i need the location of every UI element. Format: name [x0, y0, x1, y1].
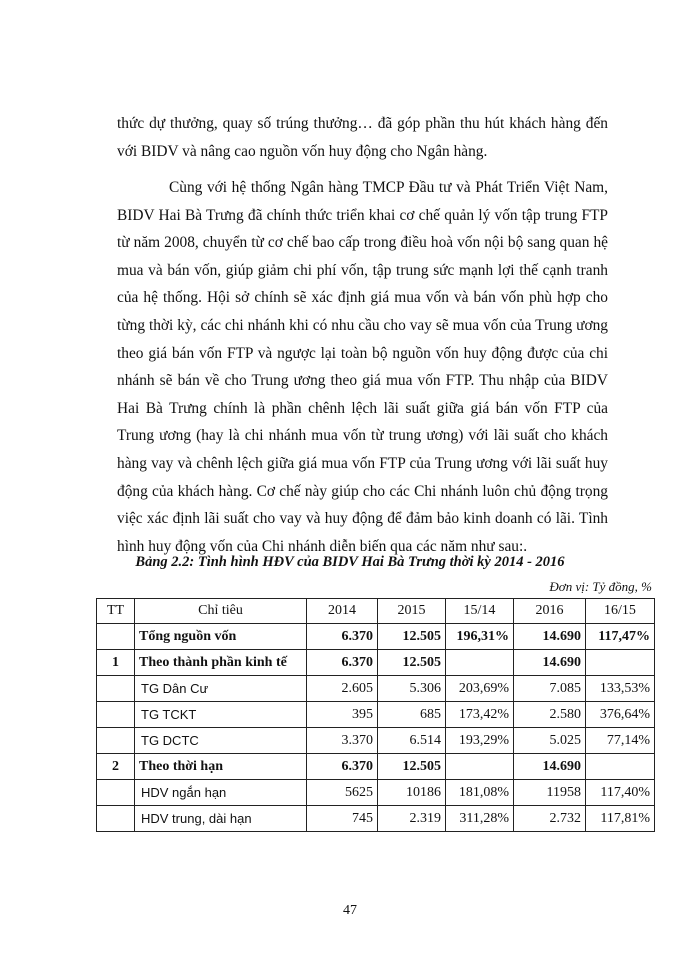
table-row — [97, 806, 655, 832]
header-2015: 2015 — [378, 599, 446, 624]
paragraph-intro: thức dự thưởng, quay số trúng thưởng… đã góp phần thu hút khách hàng đến với BIDV và nâng cao nguồn vốn huy động cho Ngân hàng. — [117, 115, 608, 160]
row-tt — [97, 806, 135, 832]
table-row — [97, 728, 655, 754]
row-label: HDV trung, dài hạn — [135, 806, 307, 832]
header-2014: 2014 — [307, 599, 378, 624]
cell-2014: 2.605 — [307, 676, 378, 702]
cell-2016: 7.085 — [514, 676, 586, 702]
cell-2016: 11958 — [514, 780, 586, 806]
cell-15-14: 203,69% — [446, 676, 514, 702]
cell-2015: 10186 — [378, 780, 446, 806]
header-tt: TT — [97, 599, 135, 624]
table-row — [97, 676, 655, 702]
cell-2014: 5625 — [307, 780, 378, 806]
row-tt: 1 — [97, 650, 135, 676]
cell-2014: 745 — [307, 806, 378, 832]
cell-2016: 14.690 — [514, 624, 586, 650]
page-number: 47 — [343, 903, 357, 918]
row-label: Tổng nguồn vốn — [135, 624, 307, 650]
cell-2014: 3.370 — [307, 728, 378, 754]
table-unit: Đơn vị: Tỷ đồng, % — [549, 579, 652, 594]
cell-15-14: 196,31% — [446, 624, 514, 650]
cell-15-14: 193,29% — [446, 728, 514, 754]
table-row — [97, 780, 655, 806]
row-tt — [97, 780, 135, 806]
header-16-15: 16/15 — [586, 599, 655, 624]
cell-16-15 — [586, 650, 655, 676]
table-row — [97, 650, 655, 676]
deposit-table — [96, 598, 655, 832]
row-label: Theo thời hạn — [135, 754, 307, 780]
cell-2015: 12.505 — [378, 650, 446, 676]
table-caption: Bảng 2.2: Tình hình HĐV của BIDV Hai Bà Trưng thời kỳ 2014 - 2016 — [135, 554, 565, 570]
cell-2014: 6.370 — [307, 624, 378, 650]
cell-2016: 2.580 — [514, 702, 586, 728]
header-2016: 2016 — [514, 599, 586, 624]
table-row — [97, 702, 655, 728]
cell-2014: 6.370 — [307, 754, 378, 780]
cell-2016: 5.025 — [514, 728, 586, 754]
cell-2014: 6.370 — [307, 650, 378, 676]
cell-15-14 — [446, 650, 514, 676]
row-label: TG Dân Cư — [135, 676, 307, 702]
cell-2015: 2.319 — [378, 806, 446, 832]
row-tt — [97, 624, 135, 650]
cell-2016: 14.690 — [514, 754, 586, 780]
row-label: TG DCTC — [135, 728, 307, 754]
cell-2014: 395 — [307, 702, 378, 728]
row-tt — [97, 676, 135, 702]
cell-16-15: 77,14% — [586, 728, 655, 754]
cell-16-15: 117,47% — [586, 624, 655, 650]
row-label: Theo thành phần kinh tế — [135, 650, 307, 676]
cell-2016: 2.732 — [514, 806, 586, 832]
header-indicator: Chỉ tiêu — [135, 599, 307, 624]
row-label: TG TCKT — [135, 702, 307, 728]
cell-2015: 12.505 — [378, 624, 446, 650]
cell-16-15 — [586, 754, 655, 780]
cell-15-14: 311,28% — [446, 806, 514, 832]
header-15-14: 15/14 — [446, 599, 514, 624]
table-row — [97, 624, 655, 650]
cell-16-15: 117,40% — [586, 780, 655, 806]
cell-16-15: 117,81% — [586, 806, 655, 832]
cell-15-14: 181,08% — [446, 780, 514, 806]
cell-2016: 14.690 — [514, 650, 586, 676]
row-tt — [97, 728, 135, 754]
table-row — [97, 754, 655, 780]
row-label: HDV ngắn hạn — [135, 780, 307, 806]
cell-2015: 12.505 — [378, 754, 446, 780]
cell-15-14: 173,42% — [446, 702, 514, 728]
cell-16-15: 376,64% — [586, 702, 655, 728]
table-header-row — [97, 599, 655, 624]
cell-16-15: 133,53% — [586, 676, 655, 702]
paragraph-ftp-mechanism: Cùng với hệ thống Ngân hàng TMCP Đầu tư và Phát Triển Việt Nam, BIDV Hai Bà Trưng đã chính thức triển khai cơ chế quản lý vốn tập trung FTP từ năm 2008, chuyển từ cơ chế bao cấp trong điều hoà vốn nội bộ sang quan hệ mua và bán vốn, giúp giảm chi phí vốn, tập trung sức mạnh lợi thế cạnh tranh của hệ thống. Hội sở chính sẽ xác định giá mua vốn và bán vốn phù hợp cho từng thời kỳ, các chi nhánh khi có nhu cầu cho vay sẽ mua vốn của Trung ương theo giá bán vốn FTP và ngược lại toàn bộ nguồn vốn huy động được của chi nhánh sẽ bán về cho Trung ương theo giá mua vốn FTP. Thu nhập của BIDV Hai Bà Trưng chính là phần chênh lệch lãi suất giữa giá bán vốn FTP của Trung ương (hay là chi nhánh mua vốn từ trung ương) với lãi suất cho khách hàng vay và chênh lệch giữa giá mua vốn FTP của Trung ương với lãi suất huy động của khách hàng. Cơ chế này giúp cho các Chi nhánh luôn chủ động trọng việc xác định lãi suất cho vay và huy động để đảm bảo kinh doanh có lãi. Tình hình huy động vốn của Chi nhánh diễn biến qua các năm như sau:. — [117, 179, 608, 555]
row-tt — [97, 702, 135, 728]
cell-2015: 5.306 — [378, 676, 446, 702]
cell-2015: 685 — [378, 702, 446, 728]
cell-15-14 — [446, 754, 514, 780]
cell-2015: 6.514 — [378, 728, 446, 754]
row-tt: 2 — [97, 754, 135, 780]
